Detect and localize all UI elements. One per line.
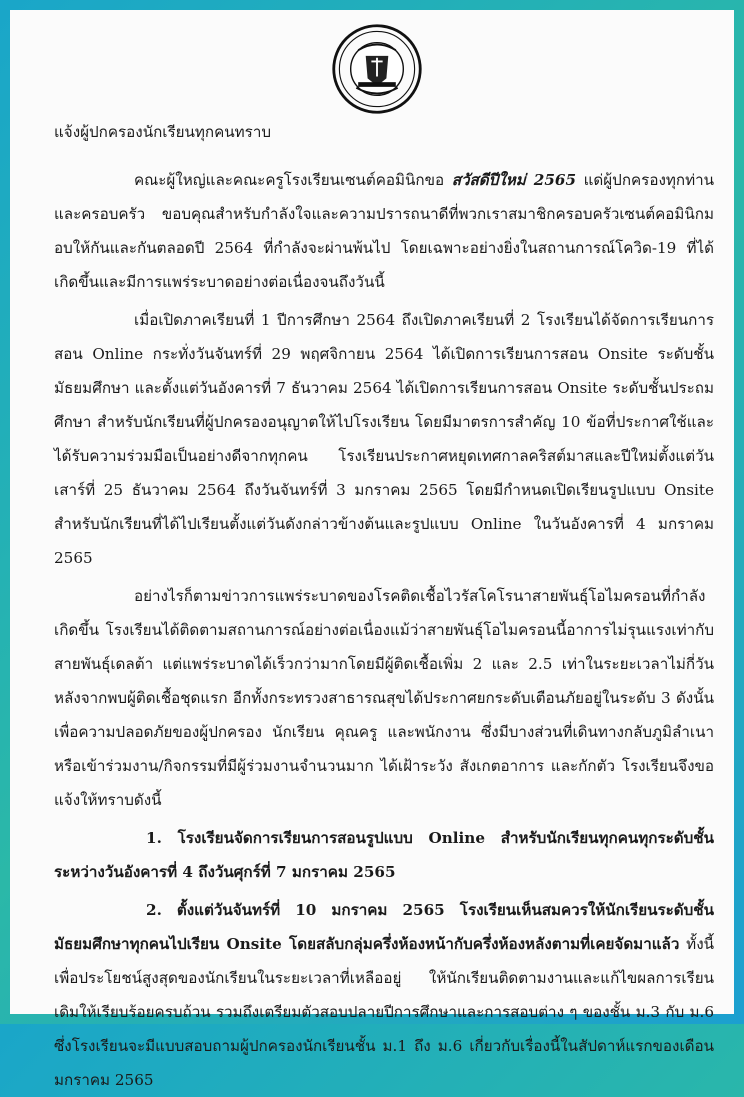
school-seal-icon: [330, 22, 424, 116]
item2-rest: ทั้งนี้เพื่อประโยชน์สูงสุดของนักเรียนในระยะเวลาที่เหลืออยู่ ให้นักเรียนติดตามงานและแก้ไขผลการเรียนเดิมให้เรียบร้อยครบถ้วน รวมถึงเตรียมตัวสอบปลายปีการศึกษาและการสอบต่าง ๆ ของชั้น ม.3 กับ ม.6 ซึ่งโรงเรียนจะมีแบบสอบถามผู้ปกครองนักเรียนชั้น ม.1 ถึง ม.6 เกี่ยวกับเรื่องนี้ในสัปดาห์แรกของเดือนมกราคม 2565: [54, 935, 714, 1089]
paragraph-semester: เมื่อเปิดภาคเรียนที่ 1 ปีการศึกษา 2564 ถึงเปิดภาคเรียนที่ 2 โรงเรียนได้จัดการเรียนการสอน Online กระทั่งวันจันทร์ที่ 29 พฤศจิกายน 2564 ได้เปิดการเรียนการสอน Onsite ระดับชั้นมัธยมศึกษา และตั้งแต่วันอังคารที่ 7 ธันวาคม 2564 ได้เปิดการเรียนการสอน Onsite ระดับชั้นประถมศึกษา สำหรับนักเรียนที่ผู้ปกครองอนุญาตให้ไปโรงเรียน โดยมีมาตรการสำคัญ 10 ข้อที่ประกาศใช้และได้รับความร่วมมือเป็นอย่างดีจากทุกคน โรงเรียนประกาศหยุดเทศกาลคริสต์มาสและปีใหม่ตั้งแต่วันเสาร์ที่ 25 ธันวาคม 2564 ถึงวันจันทร์ที่ 3 มกราคม 2565 โดยมีกำหนดเปิดเรียนรูปแบบ Onsite สำหรับนักเรียนที่ได้ไปเรียนตั้งแต่วันดังกล่าวข้างต้นและรูปแบบ Online ในวันอังคารที่ 4 มกราคม 2565: [54, 311, 714, 567]
p1-before: คณะผู้ใหญ่และคณะครูโรงเรียนเซนต์คอมินิกขอ: [134, 171, 452, 189]
notice-item-1: 1. โรงเรียนจัดการเรียนการสอนรูปแบบ Online สำหรับนักเรียนทุกคนทุกระดับชั้นระหว่างวันอังคารที่ 4 ถึงวันศุกร์ที่ 7 มกราคม 2565: [54, 829, 714, 881]
letter-page: [10, 10, 734, 1089]
greeting: แจ้งผู้ปกครองนักเรียนทุกคนทราบ: [54, 123, 271, 141]
p1-after: แด่ผู้ปกครองทุกท่านและครอบครัว ขอบคุณสำหรับกำลังใจและความปรารถนาดีที่พวกเราสมาชิกครอบครัวเซนต์คอมินิกมอบให้กันและกันตลอดปี 2564 ที่กำลังจะผ่านพ้นไป โดยเฉพาะอย่างยิ่งในสถานการณ์โควิด-19 ที่ได้เกิดขึ้นและมีการแพร่ระบาดอย่างต่อเนื่องจนถึงวันนี้: [54, 171, 714, 291]
paragraph-omicron: อย่างไรก็ตามข่าวการแพร่ระบาดของโรคติดเชื้อไวรัสโคโรนาสายพันธุ์โอไมครอนที่กำลังเกิดขึ้น โรงเรียนได้ติดตามสถานการณ์อย่างต่อเนื่องแม้ว่าสายพันธุ์โอไมครอนนี้อาการไม่รุนแรงเท่ากับสายพันธุ์เดลต้า แต่แพร่ระบาดได้เร็วกว่ามากโดยมีผู้ติดเชื้อเพิ่ม 2 และ 2.5 เท่าในระยะเวลาไม่กี่วันหลังจากพบผู้ติดเชื้อชุดแรก อีกทั้งกระทรวงสาธารณสุขได้ประกาศยกระดับเตือนภัยอยู่ในระดับ 3 ดังนั้นเพื่อความปลอดภัยของผู้ปกครอง นักเรียน คุณครู และพนักงาน ซึ่งมีบางส่วนที่เดินทางกลับภูมิลำเนา หรือเข้าร่วมงาน/กิจกรรมที่มีผู้ร่วมงานจำนวนมาก ได้เฝ้าระวัง สังเกตอาการ และกักตัว โรงเรียนจึงขอแจ้งให้ทราบดังนี้: [54, 587, 714, 809]
paragraph-new-year: [54, 163, 714, 299]
new-year-greeting: สวัสดีปีใหม่ 2565: [451, 171, 577, 189]
item2-bold: 2. ตั้งแต่วันจันทร์ที่ 10 มกราคม 2565 โรงเรียนเห็นสมควรให้นักเรียนระดับชั้นมัธยมศึกษาทุกคนไปเรียน Onsite โดยสลับกลุ่มครึ่งห้องหน้ากับครึ่งห้องหลังตามที่เคยจัดมาแล้ว: [54, 901, 714, 953]
notice-item-2: [54, 893, 714, 1097]
